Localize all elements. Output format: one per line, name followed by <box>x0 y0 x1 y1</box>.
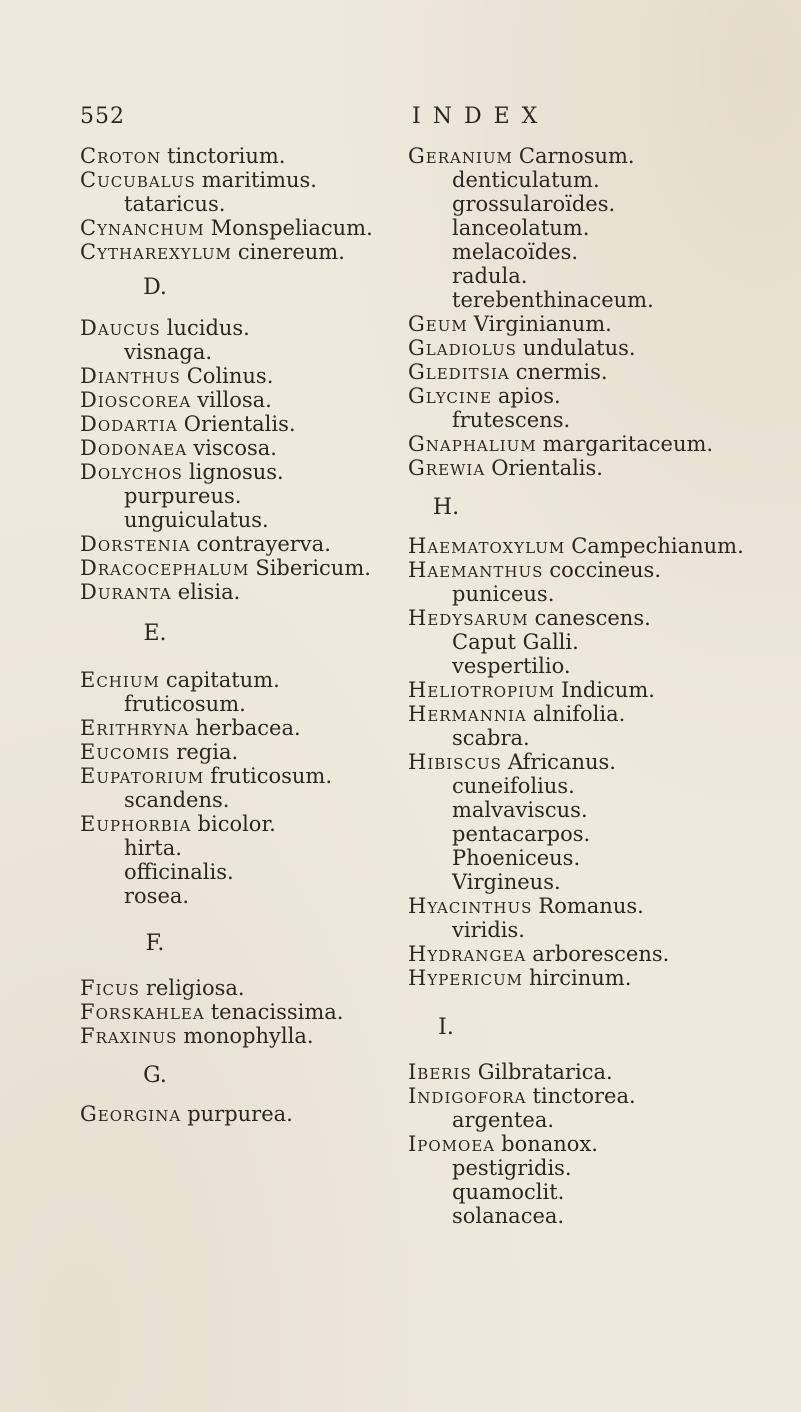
index-entry <box>80 556 450 580</box>
index-subentry: visnaga. <box>124 340 213 364</box>
genus-name: Erithryna <box>80 716 190 740</box>
species-name: capitatum. <box>165 668 280 692</box>
index-subentry: fruticosum. <box>124 692 246 716</box>
index-entry <box>408 360 788 384</box>
index-subentry: argentea. <box>452 1108 555 1132</box>
index-entry <box>80 716 450 740</box>
index-entry <box>80 764 450 788</box>
species-name: arborescens. <box>532 942 670 966</box>
running-title: INDEX <box>412 104 550 129</box>
species-name: coccineus. <box>549 558 661 582</box>
species-name: Monspeliacum. <box>210 216 373 240</box>
species-name: purpurea. <box>187 1102 293 1126</box>
genus-name: Ipomoea <box>408 1132 496 1156</box>
index-entry <box>80 412 450 436</box>
genus-name: Cucubalus <box>80 168 196 192</box>
index-subentry: pentacarpos. <box>452 822 591 846</box>
index-entry <box>80 388 450 412</box>
index-entry <box>80 1000 450 1024</box>
index-subentry: grossularoïdes. <box>452 192 616 216</box>
species-name: Sibericum. <box>255 556 371 580</box>
species-name: Romanus. <box>538 894 644 918</box>
index-entry <box>80 460 450 484</box>
section-letter-i: I. <box>438 1015 454 1040</box>
section-f <box>80 976 450 1048</box>
index-entry <box>408 606 788 630</box>
index-subentry: unguiculatus. <box>124 508 269 532</box>
species-name: monophylla. <box>183 1024 314 1048</box>
section-letter-d: D. <box>143 275 167 300</box>
index-subentry: Caput Galli. <box>452 630 579 654</box>
index-entry <box>80 1102 450 1126</box>
genus-name: Cytharexylum <box>80 240 232 264</box>
genus-name: Geum <box>408 312 468 336</box>
species-name: cinereum. <box>237 240 345 264</box>
index-entry <box>408 678 788 702</box>
index-entry <box>408 432 788 456</box>
species-name: contrayerva. <box>196 532 331 556</box>
index-entry <box>408 456 788 480</box>
species-name: lignosus. <box>188 460 284 484</box>
index-entry <box>80 812 450 836</box>
genus-name: Hypericum <box>408 966 523 990</box>
species-name: regia. <box>176 740 239 764</box>
genus-name: Echium <box>80 668 160 692</box>
section-d <box>80 316 450 604</box>
section-c <box>80 144 450 264</box>
genus-name: Hibiscus <box>408 750 502 774</box>
index-entry <box>80 976 450 1000</box>
section-letter-g: G. <box>143 1063 167 1088</box>
index-subentry: viridis. <box>452 918 525 942</box>
index-entry <box>408 1084 788 1108</box>
species-name: maritimus. <box>201 168 317 192</box>
species-name: Orientalis. <box>491 456 603 480</box>
genus-name: Hyacinthus <box>408 894 533 918</box>
index-entry <box>80 364 450 388</box>
page-header <box>80 104 720 140</box>
genus-name: Forskahlea <box>80 1000 205 1024</box>
species-name: bicolor. <box>197 812 276 836</box>
index-entry <box>80 240 450 264</box>
index-entry <box>408 702 788 726</box>
index-subentry: malvaviscus. <box>452 798 588 822</box>
index-subentry: solanacea. <box>452 1204 565 1228</box>
species-name: Campechianum. <box>571 534 744 558</box>
genus-name: Eupatorium <box>80 764 205 788</box>
index-entry <box>80 580 450 604</box>
index-subentry: tataricus. <box>124 192 226 216</box>
index-subentry: terebenthinaceum. <box>452 288 654 312</box>
page-number: 552 <box>80 104 125 129</box>
index-entry <box>80 216 450 240</box>
species-name: Gilbratarica. <box>477 1060 613 1084</box>
species-name: Virginianum. <box>473 312 612 336</box>
index-subentry: denticulatum. <box>452 168 600 192</box>
species-name: cnermis. <box>515 360 608 384</box>
species-name: canescens. <box>534 606 651 630</box>
index-entry <box>408 384 788 408</box>
genus-name: Glycine <box>408 384 492 408</box>
section-letter-f: F. <box>145 931 165 956</box>
index-entry <box>80 168 450 192</box>
genus-name: Dolychos <box>80 460 183 484</box>
species-name: Orientalis. <box>183 412 296 436</box>
genus-name: Grewia <box>408 456 486 480</box>
genus-name: Gleditsia <box>408 360 510 384</box>
species-name: viscosa. <box>193 436 277 460</box>
species-name: Indicum. <box>561 678 655 702</box>
genus-name: Gnaphalium <box>408 432 537 456</box>
index-entry <box>408 1060 788 1084</box>
index-entry <box>408 534 788 558</box>
index-entry <box>408 942 788 966</box>
index-entry <box>80 144 450 168</box>
genus-name: Dodartia <box>80 412 178 436</box>
index-subentry: Phoeniceus. <box>452 846 581 870</box>
genus-name: Georgina <box>80 1102 182 1126</box>
index-entry <box>80 532 450 556</box>
genus-name: Hydrangea <box>408 942 527 966</box>
index-subentry: pestigridis. <box>452 1156 572 1180</box>
right-column <box>408 144 788 1228</box>
genus-name: Geranium <box>408 144 513 168</box>
genus-name: Euphorbia <box>80 812 192 836</box>
index-entry <box>408 1132 788 1156</box>
index-entry <box>80 316 450 340</box>
index-entry <box>408 966 788 990</box>
index-entry <box>80 668 450 692</box>
index-subentry: purpureus. <box>124 484 242 508</box>
index-entry <box>80 436 450 460</box>
species-name: lucidus. <box>166 316 250 340</box>
section-letter-h: H. <box>432 495 460 520</box>
species-name: herbacea. <box>195 716 301 740</box>
genus-name: Haemanthus <box>408 558 544 582</box>
genus-name: Hedysarum <box>408 606 529 630</box>
species-name: Colinus. <box>186 364 274 388</box>
genus-name: Ficus <box>80 976 140 1000</box>
genus-name: Dianthus <box>80 364 181 388</box>
genus-name: Haematoxylum <box>408 534 566 558</box>
genus-name: Fraxinus <box>80 1024 178 1048</box>
genus-name: Dorstenia <box>80 532 191 556</box>
index-entry <box>80 740 450 764</box>
genus-name: Eucomis <box>80 740 171 764</box>
species-name: Africanus. <box>507 750 616 774</box>
index-subentry: scandens. <box>124 788 230 812</box>
index-subentry: cuneifolius. <box>452 774 575 798</box>
species-name: alnifolia. <box>532 702 626 726</box>
species-name: fruticosum. <box>210 764 333 788</box>
section-g-right <box>408 144 788 480</box>
genus-name: Croton <box>80 144 162 168</box>
index-entry <box>408 750 788 774</box>
genus-name: Dioscorea <box>80 388 192 412</box>
species-name: tinctorium. <box>167 144 286 168</box>
genus-name: Indigofora <box>408 1084 527 1108</box>
species-name: undulatus. <box>522 336 636 360</box>
species-name: elisia. <box>177 580 241 604</box>
index-entry <box>408 144 788 168</box>
genus-name: Daucus <box>80 316 161 340</box>
left-column <box>80 144 450 1126</box>
index-subentry: radula. <box>452 264 528 288</box>
genus-name: Dodonaea <box>80 436 188 460</box>
section-h <box>408 534 788 990</box>
index-subentry: puniceus. <box>452 582 555 606</box>
section-letter-e: E. <box>143 621 167 646</box>
index-subentry: hirta. <box>124 836 182 860</box>
index-subentry: frutescens. <box>452 408 571 432</box>
index-entry <box>408 894 788 918</box>
index-subentry: scabra. <box>452 726 530 750</box>
index-entry <box>80 1024 450 1048</box>
species-name: Carnosum. <box>518 144 635 168</box>
genus-name: Gladiolus <box>408 336 517 360</box>
species-name: margaritaceum. <box>542 432 714 456</box>
index-subentry: officinalis. <box>124 860 234 884</box>
genus-name: Dracocephalum <box>80 556 250 580</box>
species-name: apios. <box>497 384 561 408</box>
genus-name: Duranta <box>80 580 172 604</box>
index-entry <box>408 312 788 336</box>
index-subentry: melacoïdes. <box>452 240 579 264</box>
index-subentry: Virgineus. <box>452 870 561 894</box>
genus-name: Cynanchum <box>80 216 205 240</box>
index-subentry: vespertilio. <box>452 654 571 678</box>
index-subentry: lanceolatum. <box>452 216 590 240</box>
section-g-left <box>80 1102 450 1126</box>
species-name: religiosa. <box>145 976 245 1000</box>
index-subentry: quamoclit. <box>452 1180 565 1204</box>
species-name: tinctorea. <box>532 1084 636 1108</box>
species-name: bonanox. <box>501 1132 598 1156</box>
genus-name: Heliotropium <box>408 678 556 702</box>
index-entry <box>408 336 788 360</box>
index-entry <box>408 558 788 582</box>
genus-name: Hermannia <box>408 702 527 726</box>
genus-name: Iberis <box>408 1060 472 1084</box>
species-name: villosa. <box>197 388 272 412</box>
species-name: tenacissima. <box>210 1000 344 1024</box>
index-subentry: rosea. <box>124 884 190 908</box>
section-e <box>80 668 450 908</box>
species-name: hircinum. <box>528 966 632 990</box>
section-i <box>408 1060 788 1228</box>
